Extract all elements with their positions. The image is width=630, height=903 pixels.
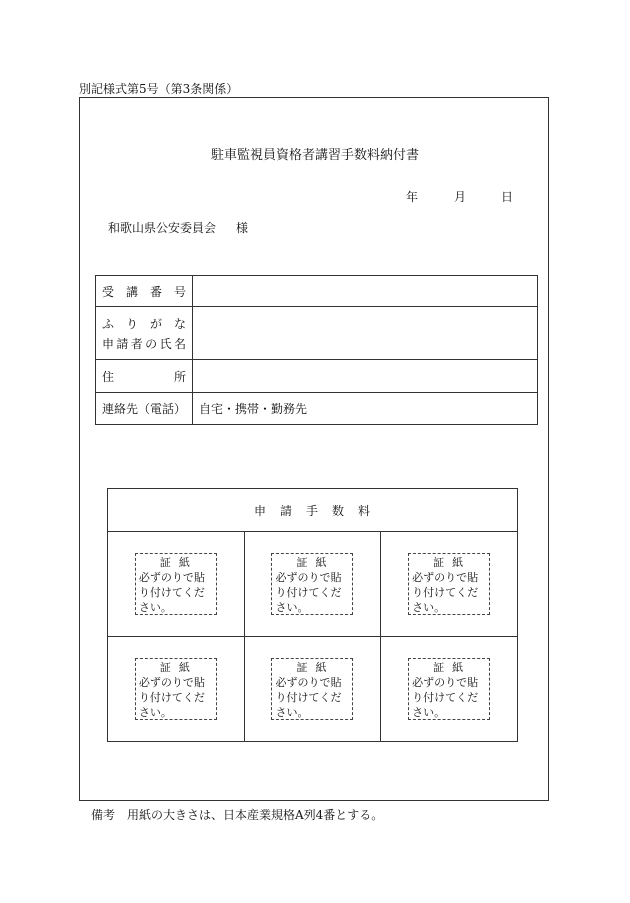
label-char: 申 <box>102 336 115 351</box>
stamp-cell <box>244 532 381 637</box>
applicant-info-table <box>95 275 538 425</box>
course-number-field[interactable] <box>193 276 538 307</box>
label-char: 者 <box>130 336 143 351</box>
stamp-cell <box>108 637 245 742</box>
stamp-instruction: 必ずのりで貼り付けてください。 <box>412 676 479 719</box>
label-char: 住 <box>102 369 115 384</box>
stamp-instruction: 必ずのりで貼り付けてください。 <box>138 676 205 719</box>
label-char: の <box>145 336 158 351</box>
revenue-stamp-area[interactable] <box>135 658 217 720</box>
remark-note: 備考 用紙の大きさは、日本産業規格A列4番とする。 <box>91 808 384 822</box>
revenue-stamp-area[interactable] <box>135 553 217 615</box>
stamp-instruction: 必ずのりで貼り付けてください。 <box>412 571 479 614</box>
label-char: 番 <box>150 284 163 299</box>
stamp-cell <box>244 637 381 742</box>
fee-table <box>107 488 518 742</box>
label-char: 氏 <box>159 336 172 351</box>
address-label <box>96 360 193 393</box>
revenue-stamp-area[interactable] <box>408 553 490 615</box>
date-year: 年 <box>406 190 419 204</box>
date-day: 日 <box>501 190 514 204</box>
stamp-title: 証紙 <box>433 556 472 569</box>
label-char: 名 <box>173 336 186 351</box>
form-reference: 別記様式第5号（第3条関係） <box>79 82 239 96</box>
label-char: ふ <box>102 316 115 331</box>
stamp-instruction: 必ずのりで貼り付けてください。 <box>275 571 342 614</box>
applicant-name-field[interactable] <box>193 307 538 360</box>
date-month: 月 <box>454 190 467 204</box>
table-row <box>96 307 538 360</box>
label-char: が <box>150 316 163 331</box>
honorific: 様 <box>236 221 249 235</box>
contact-label: 連絡先（電話） <box>96 393 193 425</box>
stamp-title: 証紙 <box>433 661 472 674</box>
address-field[interactable] <box>193 360 538 393</box>
table-row <box>96 393 538 425</box>
document-title: 駐車監視員資格者講習手数料納付書 <box>210 148 419 163</box>
label-char: 講 <box>126 284 139 299</box>
fee-table-header: 申請手数料 <box>108 489 518 532</box>
label-char: り <box>126 316 139 331</box>
stamp-cell <box>381 637 518 742</box>
table-row <box>96 276 538 307</box>
revenue-stamp-area[interactable] <box>271 658 353 720</box>
label-char: 号 <box>174 284 187 299</box>
stamp-title: 証紙 <box>159 556 198 569</box>
stamp-instruction: 必ずのりで貼り付けてください。 <box>138 571 205 614</box>
contact-field[interactable]: 自宅・携帯・勤務先 <box>193 393 538 425</box>
label-char: 受 <box>102 284 115 299</box>
label-char: 請 <box>116 336 129 351</box>
stamp-title: 証紙 <box>296 661 335 674</box>
label-char: 所 <box>174 369 187 384</box>
stamp-title: 証紙 <box>159 661 198 674</box>
stamp-cell <box>381 532 518 637</box>
stamp-instruction: 必ずのりで貼り付けてください。 <box>275 676 342 719</box>
revenue-stamp-area[interactable] <box>408 658 490 720</box>
stamp-title: 証紙 <box>296 556 335 569</box>
label-char: な <box>174 316 187 331</box>
course-number-label <box>96 276 193 307</box>
revenue-stamp-area[interactable] <box>271 553 353 615</box>
addressee: 和歌山県公安委員会 <box>108 221 217 235</box>
applicant-name-label <box>96 307 193 360</box>
table-row <box>96 360 538 393</box>
stamp-cell <box>108 532 245 637</box>
